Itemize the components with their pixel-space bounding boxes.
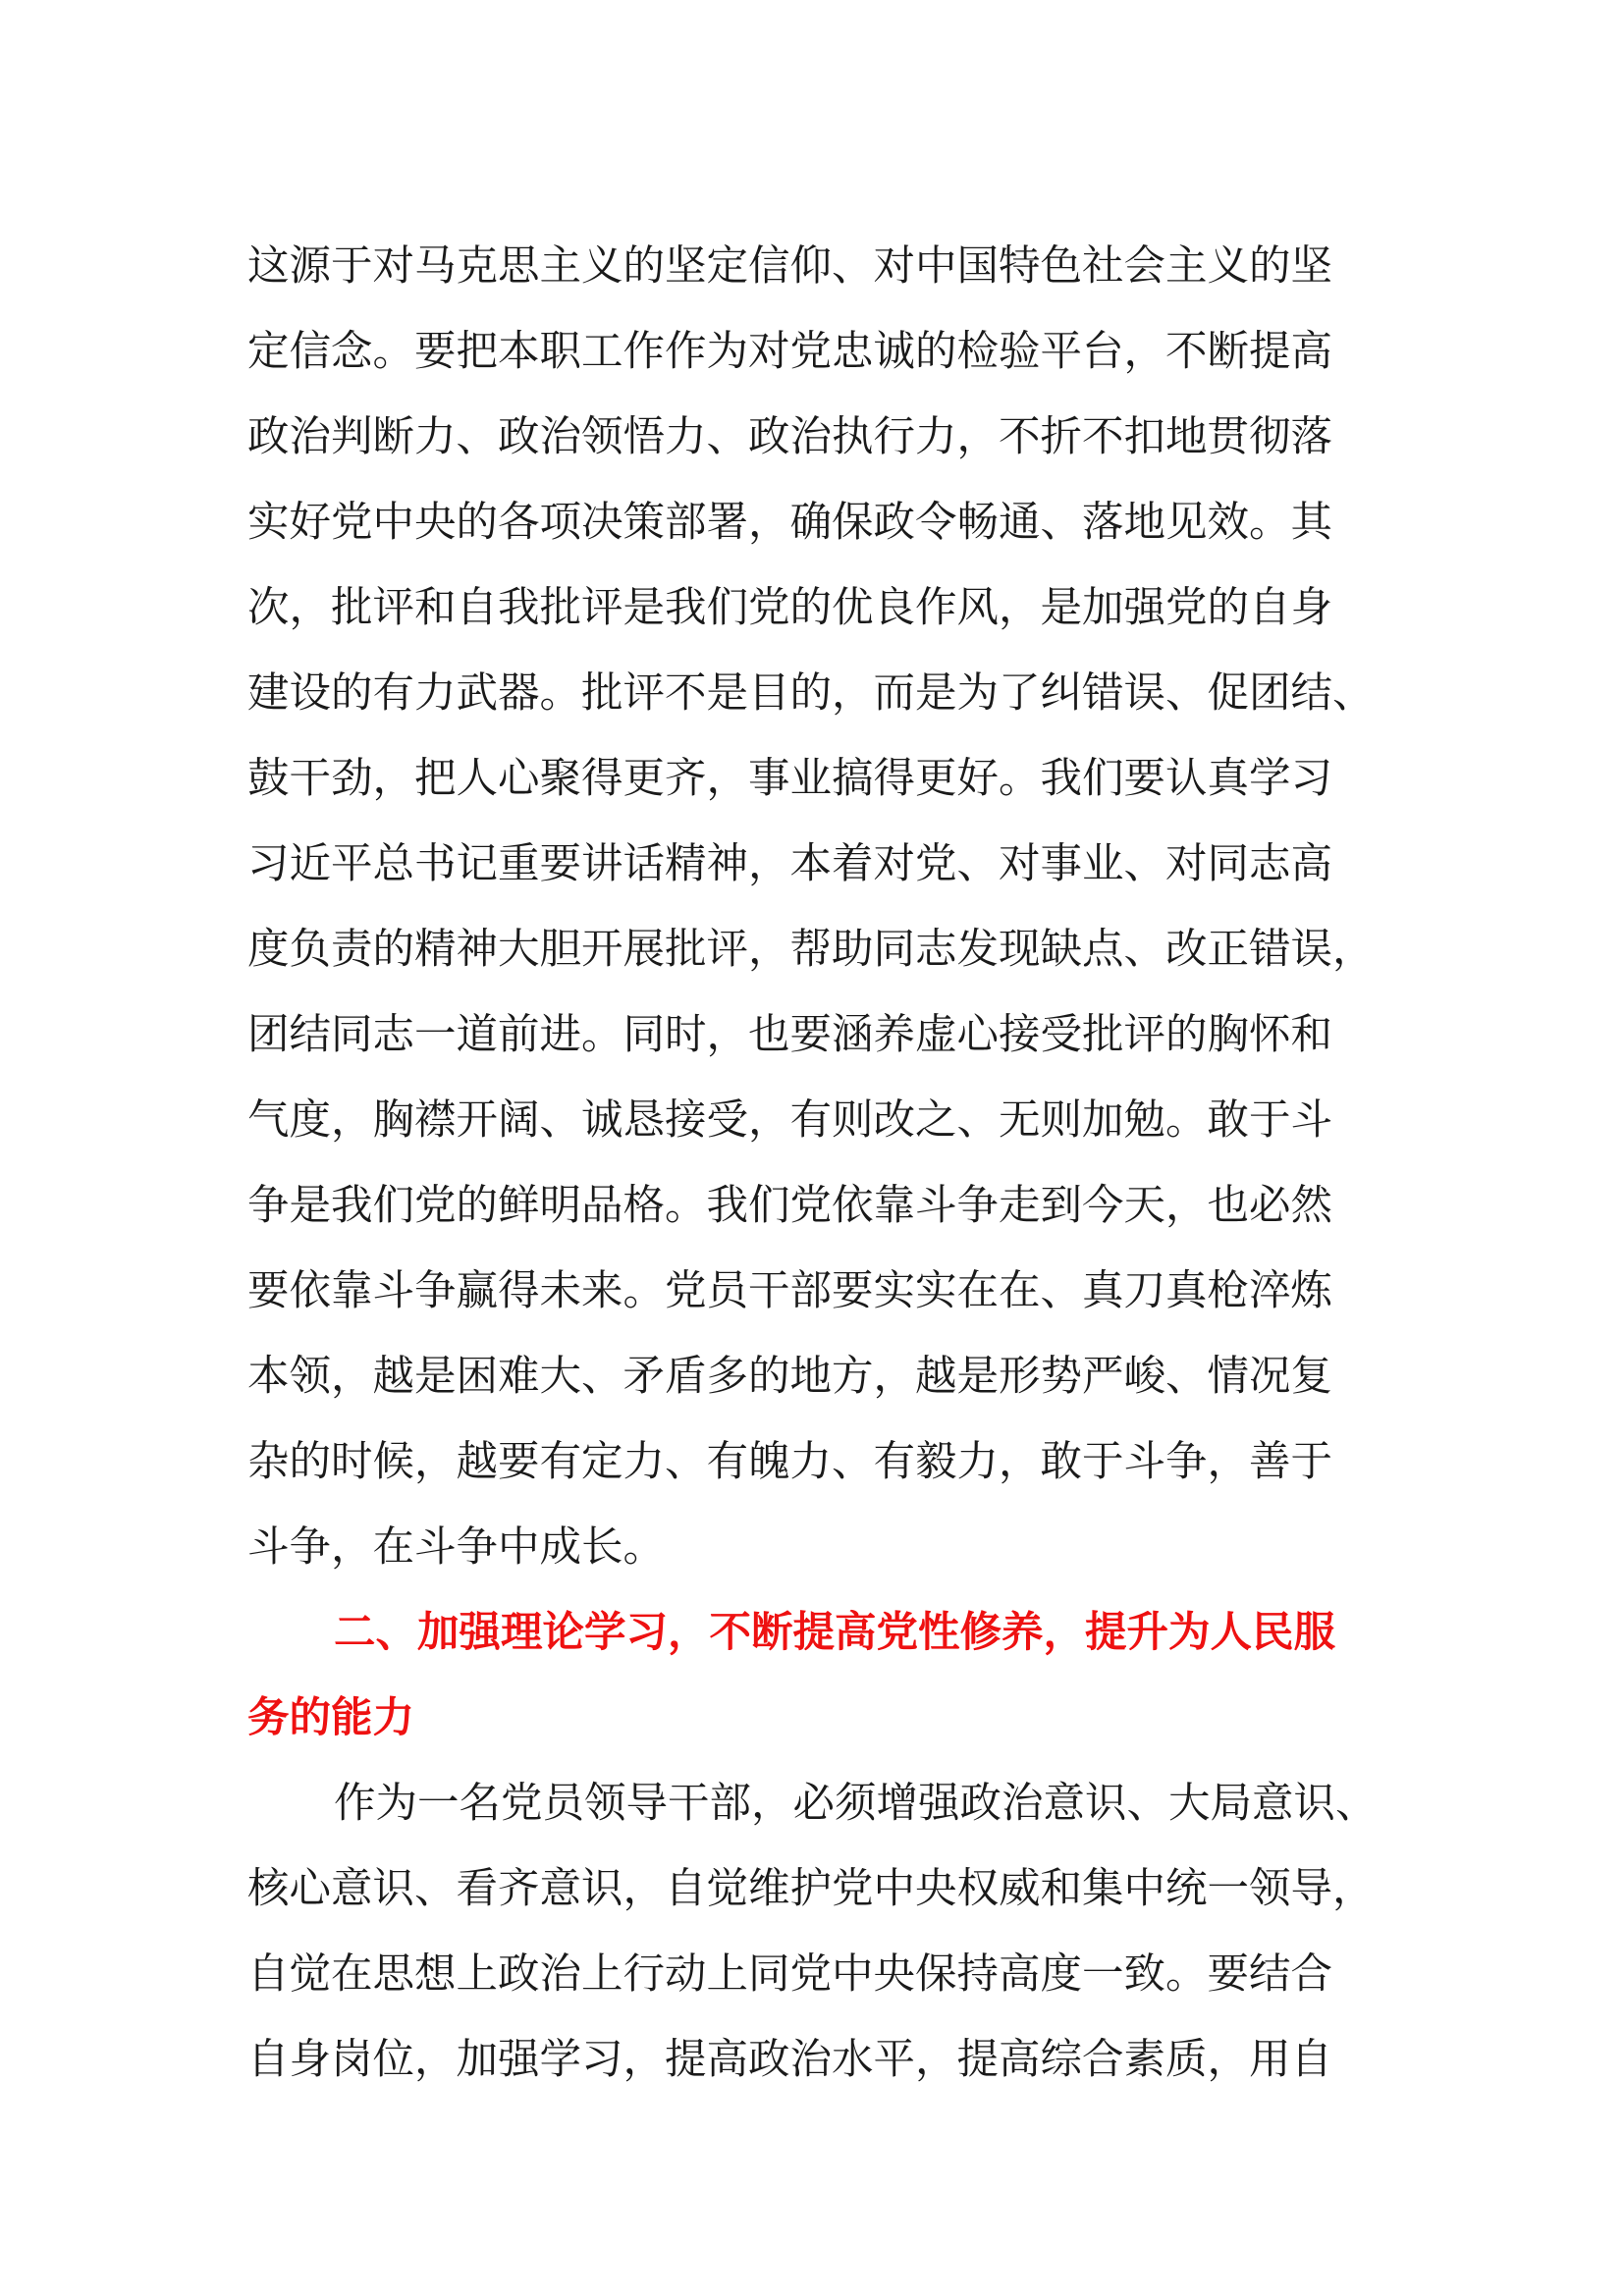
text-line: 团结同志一道前进。同时，也要涵养虚心接受批评的胸怀和 <box>247 1011 1333 1059</box>
section-heading <box>247 1590 1377 1761</box>
text-line: 这源于对马克思主义的坚定信仰、对中国特色社会主义的坚 <box>247 242 1333 291</box>
heading-line: 务的能力 <box>247 1694 415 1742</box>
text-line: 争是我们党的鲜明品格。我们党依靠斗争走到今天，也必然 <box>247 1182 1333 1230</box>
text-line: 杂的时候，越要有定力、有魄力、有毅力，敢于斗争，善于 <box>247 1438 1333 1486</box>
text-line: 习近平总书记重要讲话精神，本着对党、对事业、对同志高 <box>247 840 1333 888</box>
text-line: 实好党中央的各项决策部署，确保政令畅通、落地见效。其 <box>247 499 1333 547</box>
text-line: 自身岗位，加强学习，提高政治水平，提高综合素质，用自 <box>247 2036 1333 2084</box>
document-page <box>247 224 1377 2103</box>
text-line: 政治判断力、政治领悟力、政治执行力，不折不扣地贯彻落 <box>247 413 1333 461</box>
text-line: 自觉在思想上政治上行动上同党中央保持高度一致。要结合 <box>247 1950 1333 1999</box>
text-line: 建设的有力武器。批评不是目的，而是为了纠错误、促团结、 <box>247 669 1375 718</box>
text-line: 气度，胸襟开阔、诚恳接受，有则改之、无则加勉。敢于斗 <box>247 1096 1333 1145</box>
text-line: 度负责的精神大胆开展批评，帮助同志发现缺点、改正错误， <box>247 926 1375 974</box>
heading-line: 二、加强理论学习，不断提高党性修养，提升为人民服 <box>334 1609 1336 1657</box>
text-line: 要依靠斗争赢得未来。党员干部要实实在在、真刀真枪淬炼 <box>247 1267 1333 1315</box>
text-line: 核心意识、看齐意识，自觉维护党中央权威和集中统一领导， <box>247 1865 1375 1913</box>
text-line: 斗争，在斗争中成长。 <box>247 1523 666 1572</box>
body-paragraph <box>247 1761 1377 2103</box>
text-line: 本领，越是困难大、矛盾多的地方，越是形势严峻、情况复 <box>247 1353 1333 1401</box>
text-line: 定信念。要把本职工作作为对党忠诚的检验平台，不断提高 <box>247 328 1333 376</box>
text-line: 鼓干劲，把人心聚得更齐，事业搞得更好。我们要认真学习 <box>247 755 1333 803</box>
text-line: 次，批评和自我批评是我们党的优良作风，是加强党的自身 <box>247 584 1333 632</box>
text-line: 作为一名党员领导干部，必须增强政治意识、大局意识、 <box>334 1780 1378 1828</box>
body-paragraph <box>247 224 1377 1590</box>
